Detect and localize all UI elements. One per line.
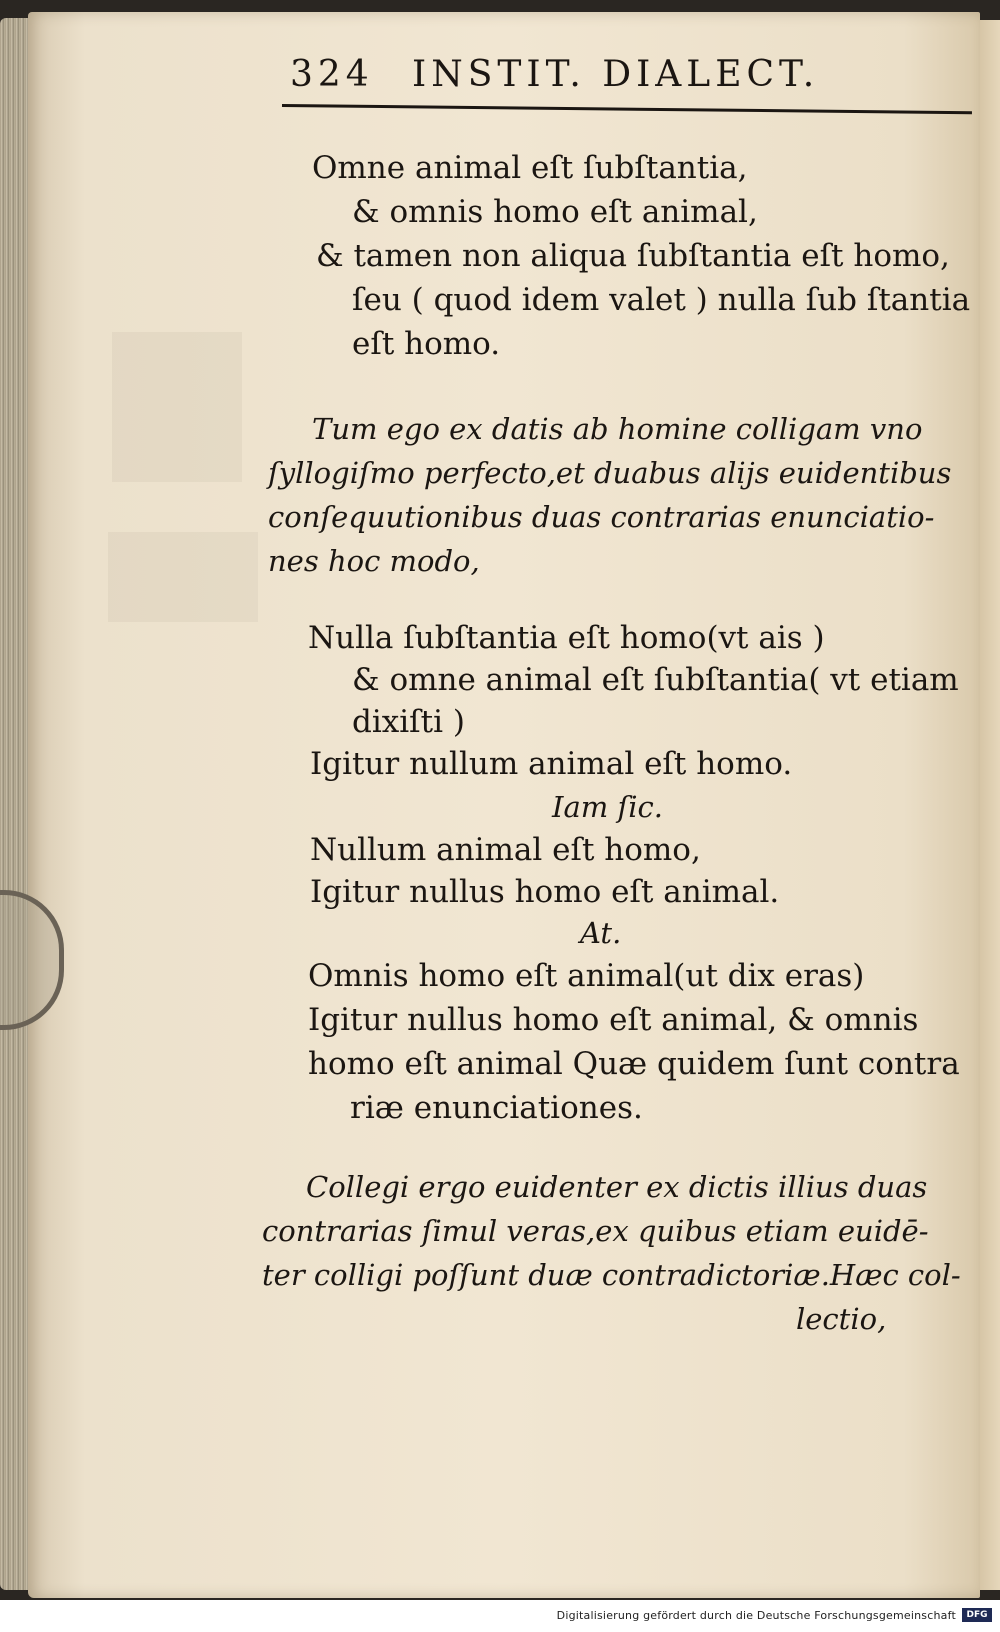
page-number: 324 — [290, 54, 374, 95]
text-line: Tum ego ex datis ab homine colligam vno — [312, 412, 923, 446]
text-line: & tamen non aliqua ſubſtantia eſt homo, — [316, 238, 950, 274]
text-line: Nulla ſubſtantia eſt homo(vt ais ) — [308, 620, 825, 656]
text-line: Igitur nullum animal eſt homo. — [310, 746, 793, 782]
text-line: Igitur nullus homo eſt animal. — [310, 874, 780, 910]
bleed-through-marks — [112, 332, 242, 482]
text-line: nes hoc modo, — [268, 544, 480, 578]
footer-bar — [0, 1600, 1000, 1632]
bleed-through-marks — [108, 532, 258, 622]
text-line: riæ enunciationes. — [350, 1090, 643, 1126]
text-line: ter colligi poſſunt duæ contradictoriæ.Hæc col- — [262, 1258, 961, 1292]
dfg-logo-icon: DFG — [962, 1608, 992, 1622]
text-line: Igitur nullus homo eſt animal, & omnis — [308, 1002, 919, 1038]
footer-credit: Digitalisierung gefördert durch die Deutsche Forschungsgemeinschaft — [556, 1609, 956, 1622]
text-line: & omnis homo eſt animal, — [352, 194, 758, 230]
text-line: contrarias ſimul veras,ex quibus etiam euidē- — [262, 1214, 929, 1248]
text-line: Nullum animal eſt homo, — [310, 832, 701, 868]
text-line: Omnis homo eſt animal(ut dix eras) — [308, 958, 865, 994]
text-line: Omne animal eſt ſubſtantia, — [312, 150, 748, 186]
text-line: & omne animal eſt ſubſtantia( vt etiam — [352, 662, 959, 698]
text-line: Collegi ergo euidenter ex dictis illius duas — [306, 1170, 928, 1204]
text-line: Iam ſic. — [552, 790, 663, 824]
text-line: dixiſti ) — [352, 704, 465, 740]
text-line: ſyllogiſmo perfecto,et duabus alijs euidentibus — [268, 456, 952, 490]
text-line: lectio, — [796, 1302, 887, 1336]
text-line: ſeu ( quod idem valet ) nulla ſub ſtantia — [352, 282, 971, 318]
text-line: homo eſt animal Quæ quidem ſunt contra — [308, 1046, 960, 1082]
text-line: conſequutionibus duas contrarias enunciatio- — [268, 500, 935, 534]
running-title: INSTIT. DIALECT. — [412, 54, 820, 95]
text-line: At. — [580, 916, 622, 950]
text-line: eſt homo. — [352, 326, 501, 362]
